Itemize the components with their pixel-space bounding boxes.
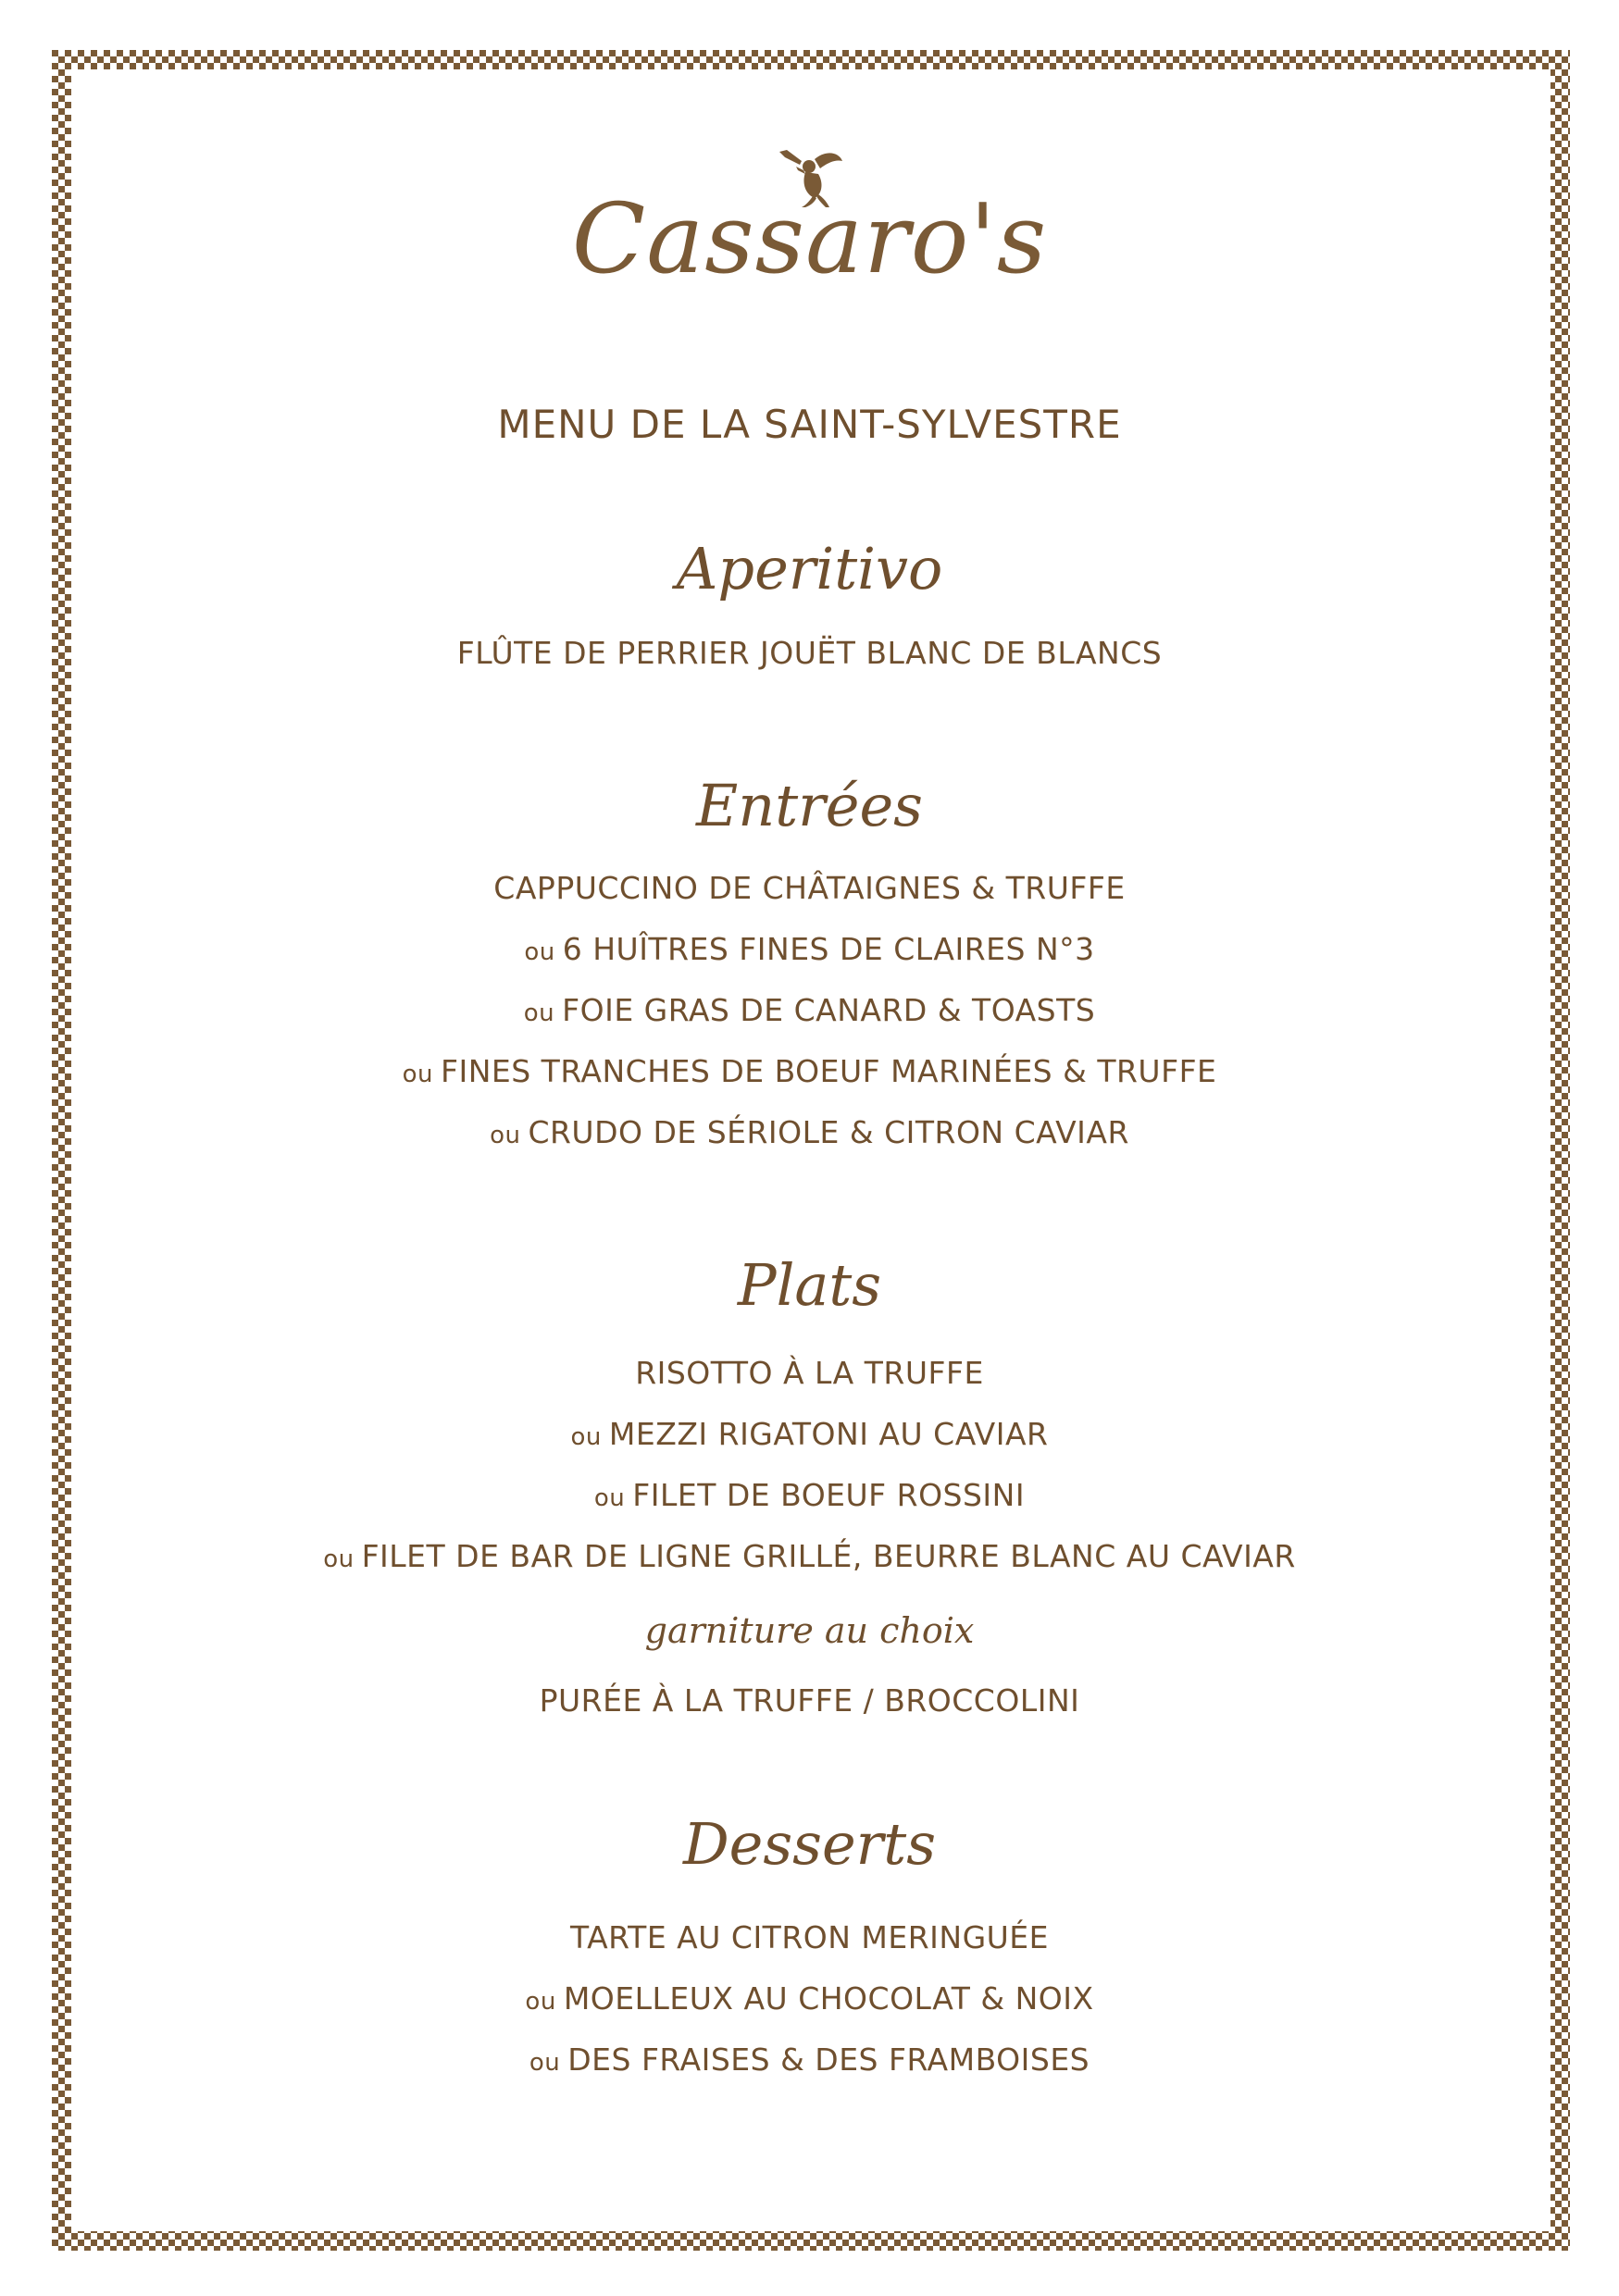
- menu-item-label: FOIE GRAS DE CANARD & TOASTS: [562, 992, 1096, 1028]
- menu-item: CAPPUCCINO DE CHÂTAIGNES & TRUFFE: [493, 870, 1126, 906]
- connector-word: ou: [323, 1545, 355, 1573]
- menu-item: [0, 1980, 1619, 2017]
- menu-item: [0, 1114, 1619, 1150]
- menu-item: [0, 931, 1619, 967]
- menu-item: TARTE AU CITRON MERINGUÉE: [569, 1919, 1050, 1955]
- menu-item: [0, 2042, 1619, 2078]
- garniture-items: PURÉE À LA TRUFFE / BROCCOLINI: [539, 1682, 1080, 1719]
- menu-item-label: FILET DE BAR DE LIGNE GRILLÉ, BEURRE BLANC AU CAVIAR: [361, 1538, 1296, 1574]
- menu-item-label: FILET DE BOEUF ROSSINI: [632, 1477, 1026, 1513]
- menu-item: FLÛTE DE PERRIER JOUËT BLANC DE BLANCS: [456, 635, 1163, 671]
- garniture-label: garniture au choix: [644, 1610, 975, 1651]
- menu-item-label: MOELLEUX AU CHOCOLAT & NOIX: [563, 1980, 1094, 2017]
- menu-item-label: 6 HUÎTRES FINES DE CLAIRES N°3: [562, 931, 1095, 967]
- connector-word: ou: [490, 1122, 521, 1149]
- menu-item-label: MEZZI RIGATONI AU CAVIAR: [608, 1416, 1049, 1452]
- restaurant-logo: Cassaro's: [571, 182, 1048, 295]
- section-title-aperitivo: Aperitivo: [676, 535, 943, 602]
- connector-word: ou: [402, 1061, 433, 1088]
- connector-word: ou: [593, 1484, 626, 1512]
- menu-item: [0, 1538, 1619, 1574]
- menu-item: [0, 1477, 1619, 1513]
- connector-word: ou: [525, 1988, 556, 2016]
- section-title-plats: Plats: [737, 1251, 882, 1319]
- connector-word: ou: [523, 999, 555, 1027]
- menu-item-label: DES FRAISES & DES FRAMBOISES: [567, 2042, 1090, 2078]
- connector-word: ou: [570, 1423, 602, 1451]
- menu-item: [0, 1053, 1619, 1089]
- section-title-desserts: Desserts: [682, 1810, 937, 1878]
- connector-word: ou: [524, 938, 555, 966]
- menu-item: [0, 1416, 1619, 1452]
- menu-item-label: FINES TRANCHES DE BOEUF MARINÉES & TRUFFE: [440, 1053, 1217, 1089]
- menu-item: [0, 992, 1619, 1028]
- menu-item-label: CRUDO DE SÉRIOLE & CITRON CAVIAR: [528, 1114, 1129, 1150]
- menu-item: RISOTTO À LA TRUFFE: [635, 1355, 984, 1391]
- connector-word: ou: [529, 2049, 561, 2077]
- menu-title: MENU DE LA SAINT-SYLVESTRE: [497, 402, 1122, 447]
- section-title-entrees: Entrées: [696, 772, 923, 839]
